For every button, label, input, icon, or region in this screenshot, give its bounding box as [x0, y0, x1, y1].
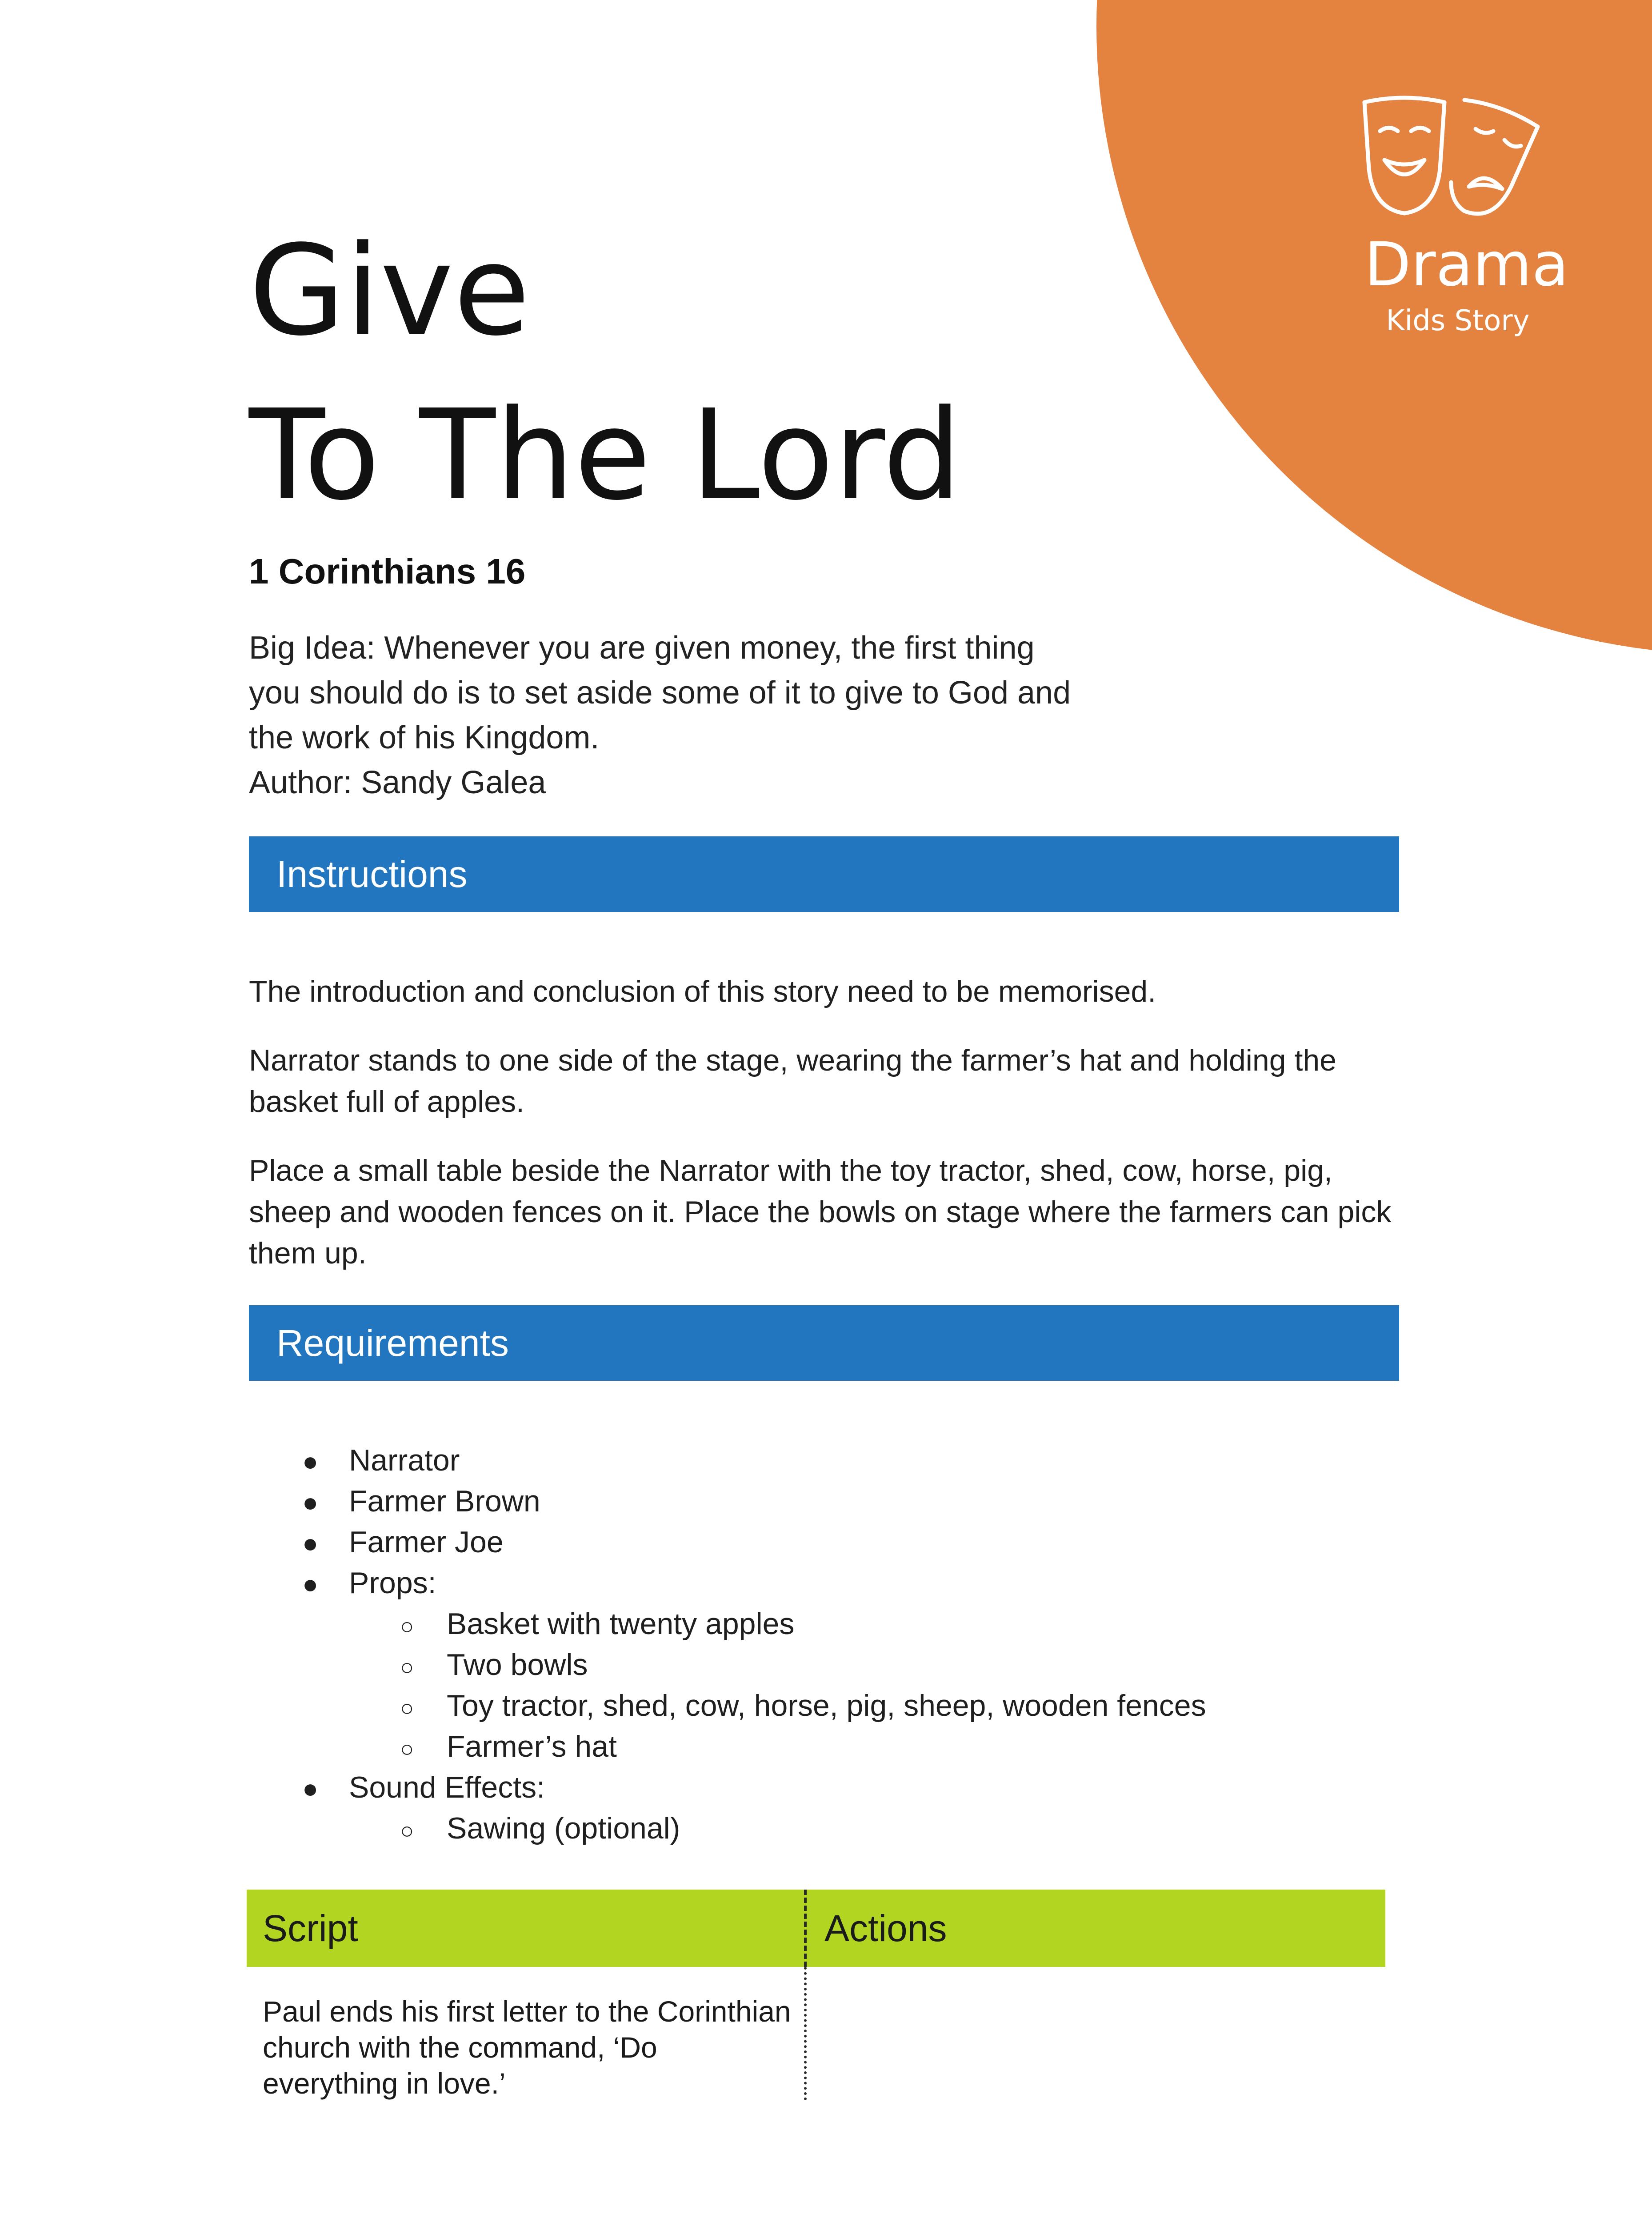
column-header-script: Script — [247, 1890, 807, 1967]
instruction-paragraph: Place a small table beside the Narrator with the toy tractor, shed, cow, horse, pig, sheep and wooden fences on it. Place the bowls on stage where the farmers can pick them up. — [249, 1154, 1392, 1270]
table-header — [247, 1890, 1385, 1967]
requirements-list — [249, 1440, 1399, 1849]
sub-list-item: ○ Basket with twenty apples — [249, 1603, 1399, 1644]
circle-bullet-icon: ○ — [400, 1818, 414, 1844]
circle-bullet-icon: ○ — [400, 1614, 414, 1639]
title-line-1: Give — [249, 219, 530, 364]
actions-cell — [807, 1967, 1385, 2100]
title-line-2: To The Lord — [249, 383, 962, 528]
script-table — [247, 1890, 1385, 2100]
list-item: ● Sound Effects: — [249, 1767, 1399, 1808]
sub-list-item: ○ Sawing (optional) — [249, 1808, 1399, 1849]
scripture-reference: 1 Corinthians 16 — [249, 552, 526, 591]
bullet-icon: ● — [302, 1528, 319, 1558]
instruction-paragraph: Narrator stands to one side of the stage, wearing the farmer’s hat and holding the basket full of apples. — [249, 1043, 1336, 1119]
sub-list-item: ○ Toy tractor, shed, cow, horse, pig, sheep, wooden fences — [249, 1685, 1399, 1726]
bullet-icon: ● — [302, 1487, 319, 1517]
summary — [249, 626, 1093, 805]
sub-list-item: ○ Two bowls — [249, 1644, 1399, 1685]
page-title — [249, 209, 962, 538]
bullet-icon: ● — [302, 1569, 319, 1599]
bullet-icon: ● — [302, 1774, 319, 1803]
sub-list-item: ○ Farmer’s hat — [249, 1726, 1399, 1767]
circle-bullet-icon: ○ — [400, 1736, 414, 1762]
instructions-heading: Instructions — [249, 836, 1399, 912]
list-item: ● Props: — [249, 1563, 1399, 1603]
author: Author: Sandy Galea — [249, 765, 546, 800]
bullet-icon: ● — [302, 1447, 319, 1476]
badge-title: Drama — [1364, 230, 1569, 300]
requirements-heading: Requirements — [249, 1305, 1399, 1381]
big-idea: Big Idea: Whenever you are given money, the first thing you should do is to set aside some of it to give to God and the work of his Kingdom. — [249, 630, 1071, 755]
list-item: ● Farmer Brown — [249, 1481, 1399, 1522]
circle-bullet-icon: ○ — [400, 1655, 414, 1680]
column-header-actions: Actions — [824, 1907, 947, 1949]
list-item: ● Narrator — [249, 1440, 1399, 1481]
circle-bullet-icon: ○ — [400, 1695, 414, 1721]
theatre-masks-icon — [1356, 93, 1560, 236]
table-row — [247, 1967, 1385, 2100]
script-cell: Paul ends his first letter to the Corinthian church with the command, ‘Do everything in love.’ — [247, 1967, 807, 2100]
instruction-paragraph: The introduction and conclusion of this story need to be memorised. — [249, 975, 1156, 1008]
list-item: ● Farmer Joe — [249, 1522, 1399, 1563]
badge-subtitle: Kids Story — [1386, 304, 1530, 337]
instructions-body — [249, 971, 1399, 1302]
